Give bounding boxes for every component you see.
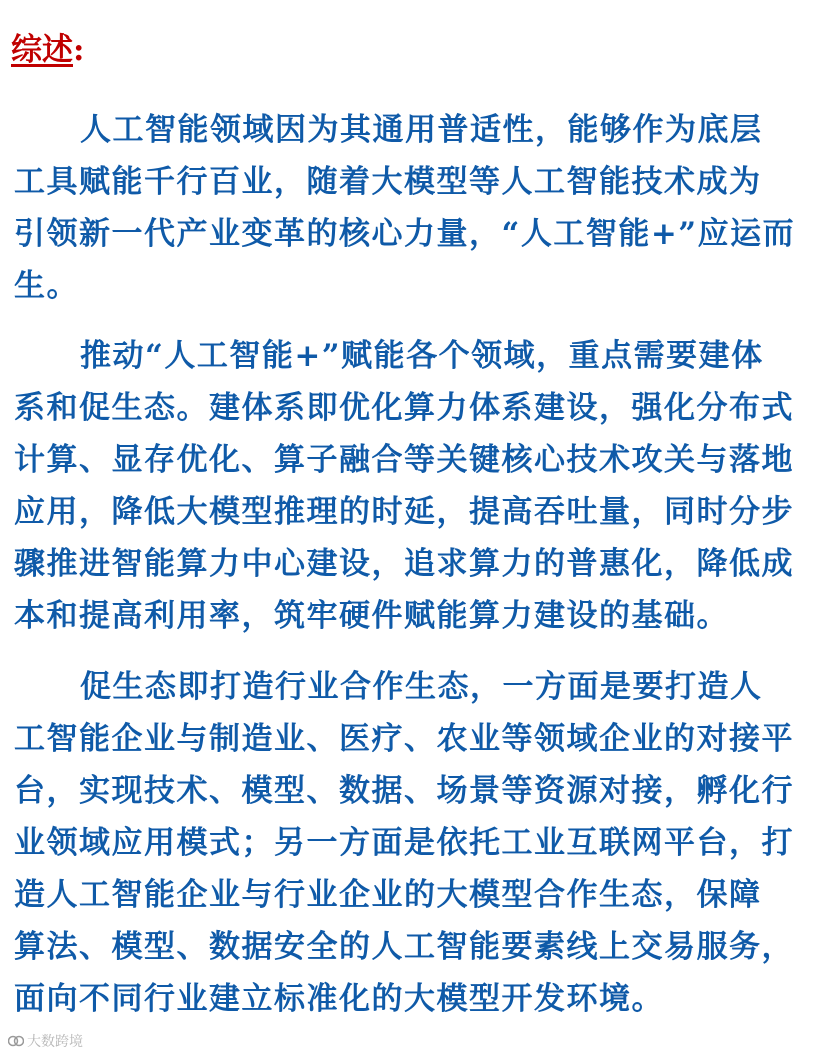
watermark: [8, 1033, 83, 1051]
paragraph-1: [14, 104, 814, 312]
paragraph-2: [14, 330, 814, 642]
paragraph-line: 系和促生态。建体系即优化算力体系建设，强化分布式: [14, 390, 794, 426]
paragraph-line: 应用，降低大模型推理的时延，提高吞吐量，同时分步: [14, 494, 794, 530]
paragraph-line: 算法、模型、数据安全的人工智能要素线上交易服务，: [14, 929, 794, 965]
paragraph-line: 推动“人工智能+”赋能各个领域，重点需要建体: [80, 338, 764, 374]
paragraph-line: 生。: [14, 268, 79, 304]
section-heading: [11, 30, 84, 70]
paragraph-line: 本和提高利用率，筑牢硬件赋能算力建设的基础。: [14, 598, 729, 634]
paragraph-line: 工智能企业与制造业、医疗、农业等领域企业的对接平: [14, 721, 794, 757]
paragraph-line: 促生态即打造行业合作生态，一方面是要打造人: [80, 669, 763, 705]
paragraph-line: 人工智能领域因为其通用普适性，能够作为底层: [80, 112, 763, 148]
paragraph-line: 引领新一代产业变革的核心力量，“人工智能+”应运而: [14, 216, 796, 252]
paragraph-line: 骤推进智能算力中心建设，追求算力的普惠化，降低成: [14, 546, 794, 582]
paragraph-line: 业领域应用模式；另一方面是依托工业互联网平台，打: [14, 825, 794, 861]
paragraph-line: 工具赋能千行百业，随着大模型等人工智能技术成为: [14, 164, 762, 200]
watermark-text: 大数跨境: [27, 1034, 83, 1050]
paragraph-line: 造人工智能企业与行业企业的大模型合作生态，保障: [14, 877, 762, 913]
paragraph-line: 面向不同行业建立标准化的大模型开发环境。: [14, 981, 664, 1017]
paragraph-line: 台，实现技术、模型、数据、场景等资源对接，孵化行: [14, 773, 794, 809]
section-heading-title: 综述: [11, 32, 73, 68]
section-heading-colon: :: [73, 32, 85, 68]
paragraph-3: [14, 661, 814, 1025]
paragraph-line: 计算、显存优化、算子融合等关键核心技术攻关与落地: [14, 442, 794, 478]
watermark-logo-icon: [8, 1034, 24, 1048]
